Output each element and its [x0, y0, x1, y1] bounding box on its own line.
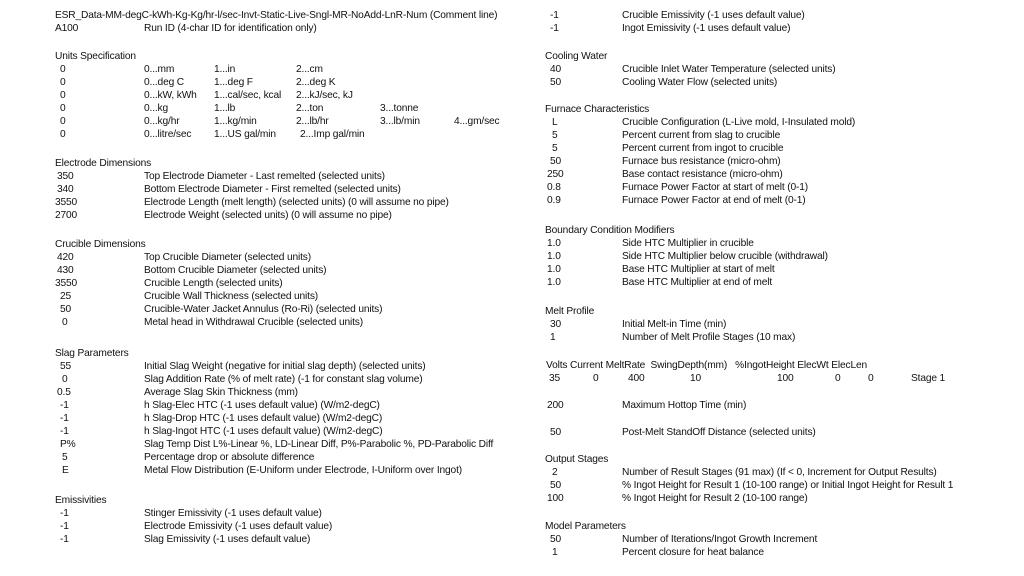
param-label: Initial Slag Weight (negative for initial slag depth) (selected units) [144, 361, 426, 372]
section-heading: Slag Parameters [55, 348, 129, 359]
unit-value[interactable]: 0 [60, 116, 66, 127]
param-value[interactable]: -1 [60, 413, 69, 424]
param-value[interactable]: 350 [57, 171, 74, 182]
param-value[interactable]: E [62, 465, 69, 476]
param-label: Number of Result Stages (91 max) (If < 0, Increment for Output Results) [622, 467, 937, 478]
param-value[interactable]: P% [60, 439, 76, 450]
section-heading: Melt Profile [545, 306, 595, 317]
param-label: % Ingot Height for Result 1 (10-100 range) or Initial Ingot Height for Result 1 [622, 480, 954, 491]
param-label: Slag Addition Rate (% of melt rate) (-1 for constant slag volume) [144, 374, 423, 385]
param-value[interactable]: 25 [60, 291, 72, 302]
unit-value[interactable]: 0 [60, 90, 66, 101]
param-label: Side HTC Multiplier in crucible [622, 238, 754, 249]
param-label: Furnace Power Factor at end of melt (0-1) [622, 195, 806, 206]
param-value[interactable]: 0.5 [57, 387, 71, 398]
param-value[interactable]: 50 [60, 304, 72, 315]
param-value[interactable]: 0.8 [547, 182, 561, 193]
param-label: Electrode Emissivity (-1 uses default value) [144, 521, 333, 532]
unit-option: 1...deg F [214, 77, 253, 88]
param-label: Percent current from slag to crucible [622, 130, 781, 141]
unit-option: 1...kg/min [214, 116, 257, 127]
param-value[interactable]: -1 [60, 534, 69, 545]
param-label: Average Slag Skin Thickness (mm) [144, 387, 298, 398]
stage-elec-len[interactable]: 0 [868, 373, 874, 384]
unit-option: 0...kg [144, 103, 169, 114]
section-heading: Boundary Condition Modifiers [545, 225, 675, 236]
param-label: Top Crucible Diameter (selected units) [144, 252, 311, 263]
param-label: Post-Melt StandOff Distance (selected units) [622, 427, 816, 438]
unit-option: 4...gm/sec [454, 116, 500, 127]
param-label: Crucible Configuration (L-Live mold, I-Insulated mold) [622, 117, 856, 128]
stage-swing-depth[interactable]: 10 [690, 373, 702, 384]
param-value[interactable]: -1 [60, 426, 69, 437]
unit-option: 2...cm [296, 64, 323, 75]
param-value[interactable]: 430 [57, 265, 74, 276]
param-value[interactable]: 5 [552, 143, 558, 154]
param-value[interactable]: 420 [57, 252, 74, 263]
param-label: h Slag-Elec HTC (-1 uses default value) (W/m2-degC) [144, 400, 380, 411]
section-heading: Crucible Dimensions [55, 239, 146, 250]
param-label: Cooling Water Flow (selected units) [622, 77, 778, 88]
param-label: Slag Emissivity (-1 uses default value) [144, 534, 311, 545]
stage-label: Stage 1 [911, 373, 946, 384]
unit-option: 0...mm [144, 64, 175, 75]
stage-elec-wt[interactable]: 0 [835, 373, 841, 384]
param-label: Slag Temp Dist L%-Linear %, LD-Linear Diff, P%-Parabolic %, PD-Parabolic Diff [144, 439, 494, 450]
section-heading: Units Specification [55, 51, 136, 62]
stage-current[interactable]: 0 [593, 373, 599, 384]
param-label: Percentage drop or absolute difference [144, 452, 315, 463]
param-value[interactable]: 55 [60, 361, 72, 372]
unit-option: 2...lb/hr [296, 116, 329, 127]
unit-option: 2...ton [296, 103, 324, 114]
param-value[interactable]: 100 [547, 493, 564, 504]
param-value[interactable]: 5 [552, 130, 558, 141]
param-value[interactable]: 30 [550, 319, 562, 330]
unit-option: 2...deg K [296, 77, 336, 88]
unit-option: 1...lb [214, 103, 236, 114]
unit-option: 2...kJ/sec, kJ [296, 90, 353, 101]
unit-option: 3...lb/min [380, 116, 420, 127]
unit-value[interactable]: 0 [60, 129, 66, 140]
param-label: Bottom Crucible Diameter (selected units) [144, 265, 327, 276]
param-label: Base HTC Multiplier at start of melt [622, 264, 775, 275]
param-label: Crucible Emissivity (-1 uses default value) [622, 10, 805, 21]
param-value[interactable]: 3550 [55, 278, 78, 289]
unit-option: 2...Imp gal/min [300, 129, 365, 140]
param-value[interactable]: 1 [552, 547, 558, 558]
section-heading: Furnace Characteristics [545, 104, 650, 115]
param-label: Side HTC Multiplier below crucible (withdrawal) [622, 251, 828, 262]
section-heading: Emissivities [55, 495, 107, 506]
param-label: h Slag-Ingot HTC (-1 uses default value) (W/m2-degC) [144, 426, 383, 437]
section-heading: Electrode Dimensions [55, 158, 152, 169]
param-label: Furnace bus resistance (micro-ohm) [622, 156, 781, 167]
unit-option: 0...kg/hr [144, 116, 180, 127]
stage-ingot-height[interactable]: 100 [777, 373, 794, 384]
param-value[interactable]: -1 [60, 400, 69, 411]
unit-option: 0...deg C [144, 77, 184, 88]
unit-option: 0...litre/sec [144, 129, 192, 140]
param-value[interactable]: 340 [57, 184, 74, 195]
param-value[interactable]: 250 [547, 169, 564, 180]
param-value[interactable]: 50 [550, 534, 562, 545]
param-value[interactable]: 0.9 [547, 195, 561, 206]
unit-option: 0...kW, kWh [144, 90, 197, 101]
param-label: Furnace Power Factor at start of melt (0-1) [622, 182, 809, 193]
unit-option: 1...US gal/min [214, 129, 276, 140]
param-value[interactable]: 40 [550, 64, 562, 75]
comment-line-text: ESR_Data-MM-degC-kWh-Kg-Kg/hr-l/sec-Invt-Static-Live-Sngl-MR-NoAdd-LnR-Num (Comment line) [55, 10, 498, 21]
param-label: Electrode Weight (selected units) (0 will assume no pipe) [144, 210, 392, 221]
stage-melt-rate[interactable]: 400 [628, 373, 645, 384]
section-heading: Output Stages [545, 454, 609, 465]
param-label: Top Electrode Diameter - Last remelted (selected units) [144, 171, 385, 182]
param-value[interactable]: -1 [60, 521, 69, 532]
param-label: Metal head in Withdrawal Crucible (selected units) [144, 317, 363, 328]
param-value[interactable]: 2 [552, 467, 558, 478]
param-label: Base HTC Multiplier at end of melt [622, 277, 773, 288]
param-value[interactable]: 1 [550, 332, 556, 343]
param-value[interactable]: 0 [62, 317, 68, 328]
param-value[interactable]: 0 [62, 374, 68, 385]
param-value[interactable]: 50 [550, 480, 562, 491]
param-label: Maximum Hottop Time (min) [622, 400, 747, 411]
param-label: Stinger Emissivity (-1 uses default value) [144, 508, 322, 519]
param-value[interactable]: 2700 [55, 210, 78, 221]
param-value[interactable]: -1 [550, 23, 559, 34]
param-value[interactable]: 50 [550, 156, 562, 167]
param-label: Crucible Wall Thickness (selected units) [144, 291, 319, 302]
param-label: Bottom Electrode Diameter - First remelted (selected units) [144, 184, 401, 195]
param-label: Initial Melt-in Time (min) [622, 319, 727, 330]
unit-option: 1...in [214, 64, 236, 75]
param-value[interactable]: 1.0 [547, 238, 561, 249]
param-label: h Slag-Drop HTC (-1 uses default value) (W/m2-degC) [144, 413, 383, 424]
param-label: Crucible-Water Jacket Annulus (Ro-Ri) (selected units) [144, 304, 383, 315]
unit-value[interactable]: 0 [60, 77, 66, 88]
param-label: Crucible Length (selected units) [144, 278, 283, 289]
param-label: % Ingot Height for Result 2 (10-100 range) [622, 493, 808, 504]
section-heading: Model Parameters [545, 521, 626, 532]
param-value[interactable]: 1.0 [547, 264, 561, 275]
param-value[interactable]: 50 [550, 77, 562, 88]
param-value[interactable]: -1 [60, 508, 69, 519]
section-heading: Cooling Water [545, 51, 608, 62]
param-label: Base contact resistance (micro-ohm) [622, 169, 783, 180]
unit-value[interactable]: 0 [60, 103, 66, 114]
param-value[interactable]: 5 [62, 452, 68, 463]
param-label: Percent current from ingot to crucible [622, 143, 784, 154]
param-label: Crucible Inlet Water Temperature (selected units) [622, 64, 836, 75]
run-id-label: Run ID (4-char ID for identification only) [144, 23, 317, 34]
run-id-value[interactable]: A100 [55, 23, 79, 34]
param-label: Number of Melt Profile Stages (10 max) [622, 332, 796, 343]
param-label: Percent closure for heat balance [622, 547, 764, 558]
param-value[interactable]: 3550 [55, 197, 78, 208]
param-value[interactable]: L [552, 117, 558, 128]
param-label: Electrode Length (melt length) (selected units) (0 will assume no pipe) [144, 197, 449, 208]
param-value[interactable]: 50 [550, 427, 562, 438]
param-label: Metal Flow Distribution (E-Uniform under Electrode, I-Uniform over Ingot) [144, 465, 462, 476]
stage-header-text: Volts Current MeltRate SwingDepth(mm) %IngotHeight ElecWt ElecLen [546, 360, 868, 371]
param-label: Number of Iterations/Ingot Growth Increment [622, 534, 818, 545]
param-value[interactable]: 1.0 [547, 277, 561, 288]
param-value[interactable]: 200 [547, 400, 564, 411]
param-value[interactable]: -1 [550, 10, 559, 21]
unit-option: 3...tonne [380, 103, 419, 114]
param-label: Ingot Emissivity (-1 uses default value) [622, 23, 791, 34]
param-value[interactable]: 1.0 [547, 251, 561, 262]
unit-option: 1...cal/sec, kcal [214, 90, 282, 101]
stage-volts[interactable]: 35 [549, 373, 561, 384]
unit-value[interactable]: 0 [60, 64, 66, 75]
